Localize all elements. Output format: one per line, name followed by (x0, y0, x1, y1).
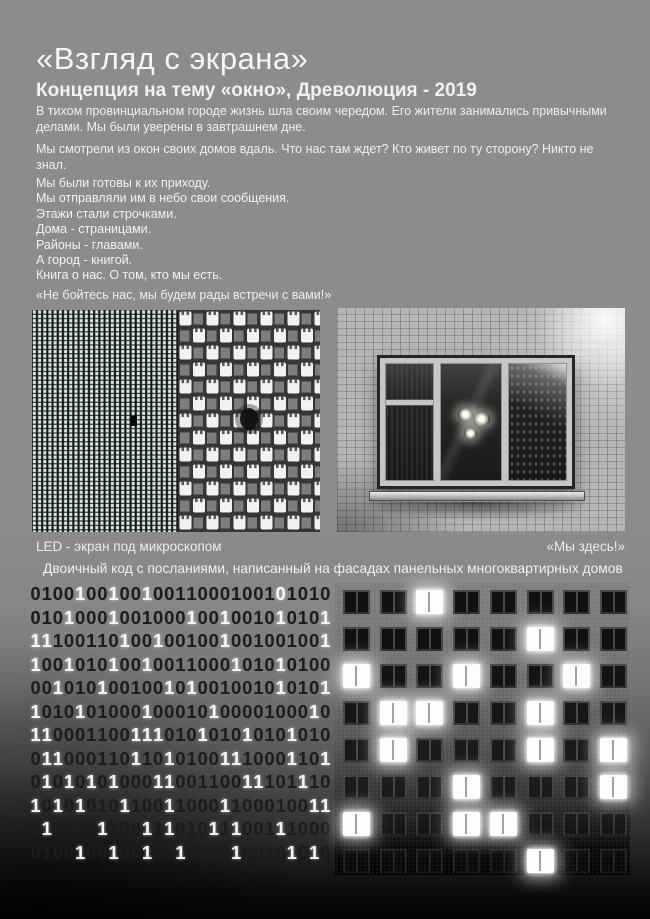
led-chip-panel (178, 310, 320, 532)
lit-window (343, 664, 370, 688)
dark-window (490, 664, 517, 688)
binary-row: 010101010001100110011101110 (30, 771, 331, 792)
dark-window (380, 627, 407, 651)
dark-window (416, 775, 443, 799)
binary-row: 010010010010011000100101010 (30, 583, 331, 604)
dark-window (600, 701, 627, 725)
dark-window (490, 849, 517, 873)
binary-row: 011000110110101001110001101 (30, 747, 331, 769)
binary-row: 010100110011101011100111000 (30, 818, 331, 839)
dark-window (527, 812, 554, 836)
window-photo (337, 308, 625, 532)
binary-row: 101010101100110001100010011 (30, 794, 331, 816)
we-are-here-caption: «Мы здесь!» (546, 539, 625, 554)
lit-window (453, 775, 480, 799)
lit-window (453, 812, 480, 836)
binary-row: 110001100111010101010101010 (30, 724, 331, 745)
dark-window (600, 664, 627, 688)
page-title: «Взгляд с экрана» (36, 40, 309, 76)
dark-window (563, 590, 590, 614)
poem-line: Мы отправляли им в небо свои сообщения. (36, 191, 290, 206)
window-pane-middle (440, 363, 502, 481)
dark-window (563, 627, 590, 651)
dark-window (453, 849, 480, 873)
poem-line: Этажи стали строчками. (36, 206, 177, 221)
binary-row: 001010100100101001001010101 (30, 677, 331, 698)
binary-row: 100101010010011000101010100 (30, 653, 331, 675)
building-facade-image (335, 583, 630, 875)
poem-line: Книга о нас. О том, кто мы есть. (36, 268, 223, 283)
lit-window (600, 775, 627, 799)
dark-window (527, 775, 554, 799)
lit-window (527, 627, 554, 651)
intro-paragraph-2: Мы смотрели из окон своих домов вдаль. Что нас там ждет? Кто живет по ту сторону? Никто не знал. (36, 142, 594, 172)
led-grid-panel (32, 310, 178, 532)
light-glow (464, 428, 477, 439)
lit-window (453, 664, 480, 688)
poem-line: А город - книгой. (36, 253, 133, 268)
poem-lines (36, 176, 289, 284)
dark-window (600, 812, 627, 836)
dark-window (563, 738, 590, 762)
dark-window (343, 701, 370, 725)
dark-window (343, 590, 370, 614)
poem-line: Районы - главами. (36, 237, 143, 252)
binary-row: 101010100010001010000100010 (30, 700, 331, 722)
dark-window (490, 627, 517, 651)
lit-window (563, 664, 590, 688)
binary-code-block (30, 582, 331, 864)
light-glow (458, 408, 473, 421)
dark-window (380, 812, 407, 836)
lit-window (343, 812, 370, 836)
dark-window (563, 812, 590, 836)
dark-window (416, 738, 443, 762)
dark-window (416, 849, 443, 873)
dark-window (380, 775, 407, 799)
lit-window (527, 738, 554, 762)
dark-window (380, 849, 407, 873)
dark-window (563, 849, 590, 873)
lit-window (490, 812, 517, 836)
lit-window (416, 590, 443, 614)
poem-line: Дома - страницами. (36, 222, 152, 237)
dark-window (380, 664, 407, 688)
binary-row: 111001101001001001001001001 (30, 630, 331, 651)
dark-window (416, 664, 443, 688)
poem-line: Мы были готовы к их приходу. (36, 176, 211, 190)
binary-code-title: Двоичный код с посланиями, написанный на фасадах панельных многоквартирных домов (43, 561, 623, 576)
dark-window (600, 849, 627, 873)
page-subtitle: Концепция на тему «окно», Древолюция - 2019 (36, 79, 477, 101)
dark-window (453, 627, 480, 651)
dark-window (416, 627, 443, 651)
dark-window (490, 590, 517, 614)
window-pane-right (508, 363, 566, 481)
dark-window (563, 701, 590, 725)
dark-window (563, 775, 590, 799)
lit-window (380, 738, 407, 762)
lit-window (527, 849, 554, 873)
dark-window (343, 775, 370, 799)
dark-window (600, 627, 627, 651)
dark-window (453, 738, 480, 762)
binary-row: 010010010010011000100101010 (30, 841, 331, 863)
dark-window (600, 590, 627, 614)
dead-pixel (131, 416, 137, 426)
dark-window (490, 701, 517, 725)
dead-pixel (240, 408, 258, 430)
intro-paragraph-1: В тихом провинциальном городе жизнь шла своим чередом. Его жители занимались привычными делами. Мы были уверены в завтрашнем дне. (36, 104, 607, 134)
dark-window (453, 701, 480, 725)
led-caption: LED - экран под микроскопом (36, 539, 222, 554)
dark-window (527, 590, 554, 614)
lit-window (527, 701, 554, 725)
lit-window (380, 701, 407, 725)
lace-curtain (509, 364, 565, 480)
window-sill (369, 491, 585, 501)
window-frame (377, 355, 574, 489)
dark-window (453, 590, 480, 614)
led-microscope-image (32, 310, 320, 532)
dark-window (527, 664, 554, 688)
dark-window (343, 627, 370, 651)
dark-window (490, 775, 517, 799)
window-pane-left (385, 363, 434, 481)
transom-bar (385, 399, 434, 406)
dark-window (343, 738, 370, 762)
dark-window (343, 849, 370, 873)
quote-line: «Не бойтесь нас, мы будем рады встречи с вами!» (36, 288, 332, 302)
sill-shadow (363, 502, 591, 520)
lit-window (416, 701, 443, 725)
binary-row: 010100010010001001001010101 (30, 606, 331, 628)
dark-window (380, 590, 407, 614)
dark-window (490, 738, 517, 762)
lit-window (600, 738, 627, 762)
light-glow (473, 412, 490, 426)
dark-window (416, 812, 443, 836)
